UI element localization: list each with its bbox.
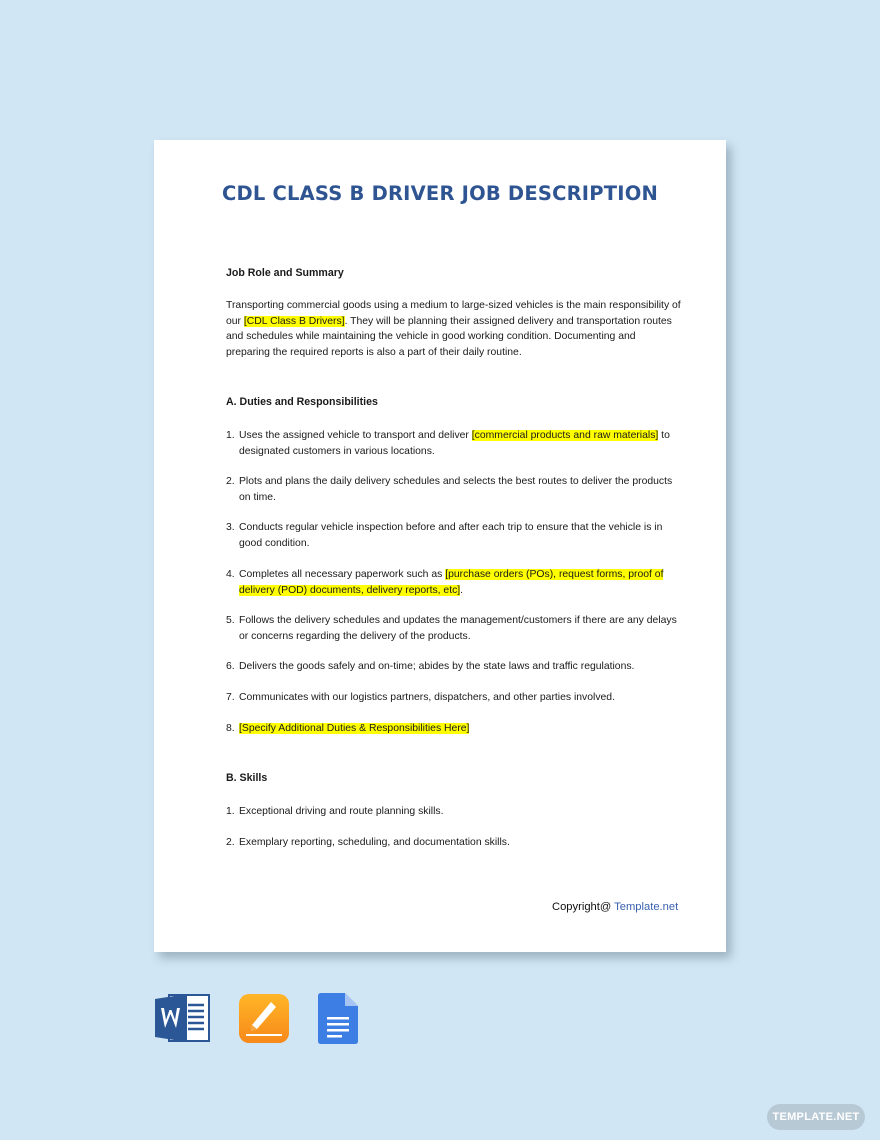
duty-text: Delivers the goods safely and on-time; abides by the state laws and traffic regulations. [239, 661, 635, 672]
duty-item [226, 520, 681, 551]
duty-text: Conducts regular vehicle inspection before and after each trip to ensure that the vehicle is in good condition. [239, 522, 663, 549]
skill-item [226, 835, 681, 851]
skill-text: Exceptional driving and route planning skills. [239, 806, 444, 817]
duties-heading: A. Duties and Responsibilities [226, 396, 378, 408]
skill-number: 2. [226, 837, 235, 848]
duty-highlight: [Specify Additional Duties & Responsibilities Here] [239, 723, 470, 734]
duty-item [226, 690, 681, 706]
skill-text: Exemplary reporting, scheduling, and documentation skills. [239, 837, 510, 848]
skills-heading: B. Skills [226, 772, 268, 784]
duty-number: 8. [226, 723, 235, 734]
duty-item [226, 428, 681, 459]
duty-item [226, 721, 681, 737]
duty-item [226, 567, 681, 598]
duty-text: Completes all necessary paperwork such as [239, 569, 446, 580]
duty-item [226, 659, 681, 675]
copyright-label: Copyright@ [552, 901, 615, 913]
copyright-line [552, 901, 678, 913]
summary-heading: Job Role and Summary [226, 267, 344, 279]
copyright-link[interactable]: Template.net [614, 901, 679, 913]
summary-text-2: . They will be planning their assigned delivery and transportation routes and schedules while maintaining the vehicle in good working condition. Documenting and preparing the required reports is also a part of their daily routine. [226, 315, 672, 358]
skill-number: 1. [226, 806, 235, 817]
duty-text-after: . [460, 584, 464, 596]
summary-text-1: Transporting commercial goods using a medium to large-sized vehicles is the main responsibility of our [226, 300, 681, 327]
document-title: CDL CLASS B DRIVER JOB DESCRIPTION [221, 182, 659, 205]
duty-number: 5. [226, 615, 235, 626]
summary-paragraph [226, 298, 681, 360]
duty-number: 2. [226, 476, 235, 487]
duty-number: 7. [226, 692, 235, 703]
duty-text: Plots and plans the daily delivery schedules and selects the best routes to deliver the products on time. [239, 476, 673, 503]
duty-highlight: [commercial products and raw materials] [471, 430, 659, 441]
duty-text: Communicates with our logistics partners, dispatchers, and other parties involved. [239, 692, 615, 703]
duty-item [226, 613, 681, 644]
pages-icon[interactable] [238, 993, 290, 1044]
duty-highlight: [purchase orders (POs), request forms, proof of delivery (POD) documents, delivery reports, etc] [239, 569, 664, 596]
duty-number: 4. [226, 569, 235, 580]
duty-number: 1. [226, 430, 235, 441]
duty-item [226, 474, 681, 505]
word-icon[interactable] [155, 993, 211, 1043]
duty-number: 6. [226, 661, 235, 672]
skill-item [226, 804, 681, 820]
duty-text: Uses the assigned vehicle to transport and deliver [239, 430, 472, 441]
duty-text: Follows the delivery schedules and updates the management/customers if there are any delays or concerns regarding the delivery of the products. [239, 615, 677, 642]
google-docs-icon[interactable] [318, 993, 358, 1044]
summary-highlight: [CDL Class B Drivers] [243, 315, 345, 327]
duty-number: 3. [226, 522, 235, 533]
duty-text-after: to designated customers in various locations. [239, 430, 670, 457]
template-net-badge[interactable]: TEMPLATE.NET [767, 1104, 865, 1130]
